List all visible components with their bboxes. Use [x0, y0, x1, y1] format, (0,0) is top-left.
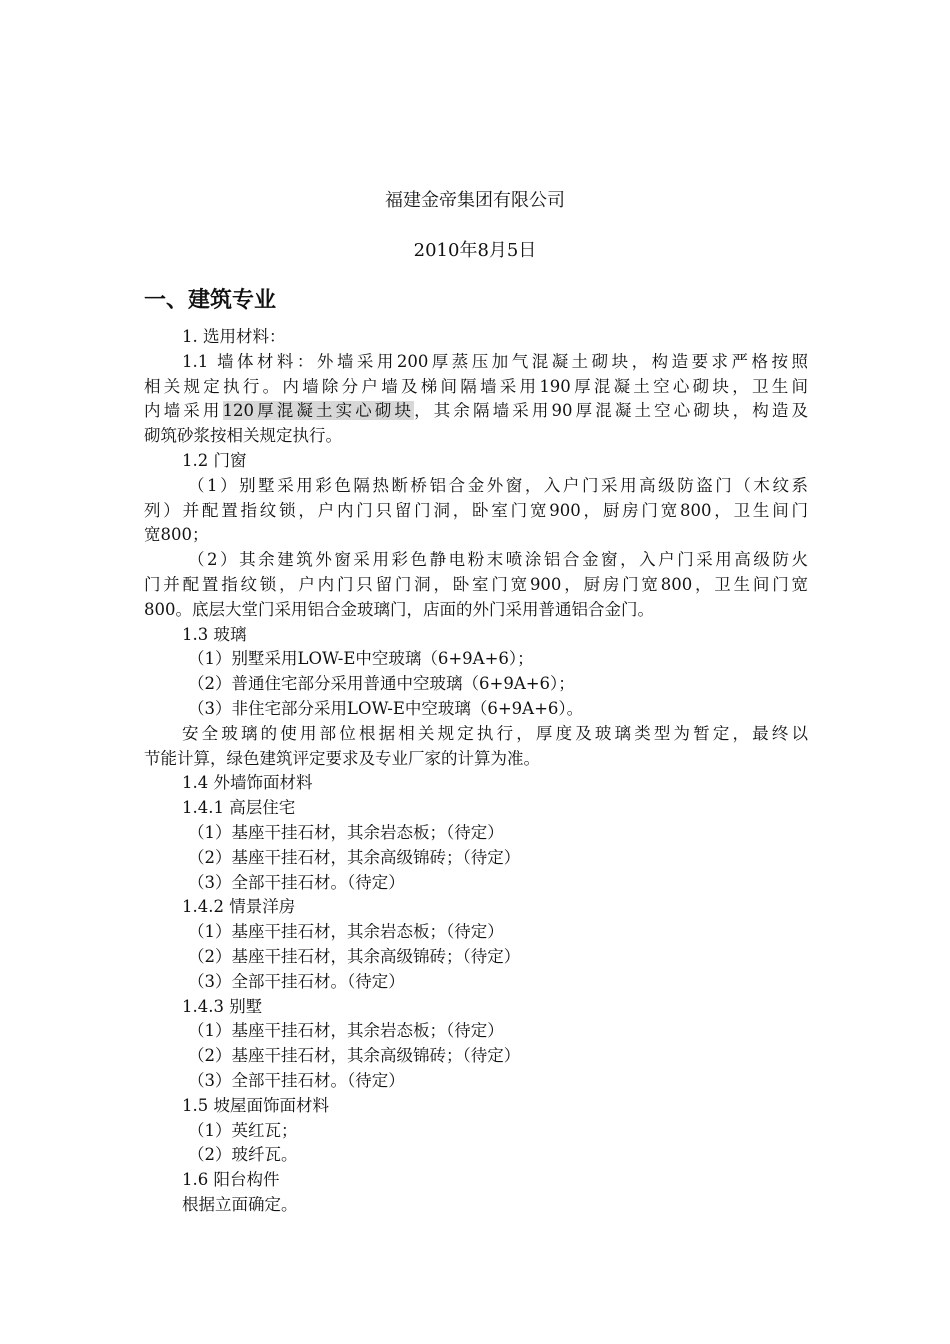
item-1-4-3-a: （1）基座干挂石材，其余岩态板；（待定）: [188, 1021, 504, 1041]
company-name: 福建金帝集团有限公司: [385, 190, 565, 211]
item-1-2-b-line: （2）其余建筑外窗采用彩色静电粉末喷涂铝合金窗，入户门采用高级防火: [188, 550, 808, 570]
item-1-4-3: 1.4.3 别墅: [182, 996, 263, 1016]
text-run: ，其余隔墙采用90厚混凝土空心砌块，构造及: [414, 401, 808, 421]
item-1-1-line: 相关规定执行。内墙除分户墙及梯间隔墙采用190厚混凝土空心砌块，卫生间: [144, 376, 808, 396]
item-1-4-1-b: （2）基座干挂石材，其余高级锦砖；（待定）: [188, 847, 521, 867]
item-1-3-c: （3）非住宅部分采用LOW-E中空玻璃（6+9A+6）。: [188, 698, 584, 718]
item-1-2-a-line: 宽800；: [144, 525, 209, 545]
item-1-3: 1.3 玻璃: [182, 624, 247, 644]
item-1: 1. 选用材料：: [182, 327, 286, 346]
item-1-2: 1.2 门窗: [182, 450, 247, 470]
item-1-4: 1.4 外墙饰面材料: [182, 773, 313, 793]
item-1-5: 1.5 坡屋面饰面材料: [182, 1095, 329, 1115]
glass-note-line: 安全玻璃的使用部位根据相关规定执行，厚度及玻璃类型为暂定，最终以: [182, 723, 808, 743]
highlighted-text: 120厚混凝土实心砌块: [222, 401, 415, 421]
glass-note-line: 节能计算，绿色建筑评定要求及专业厂家的计算为准。: [144, 748, 540, 768]
item-1-4-2-b: （2）基座干挂石材，其余高级锦砖；（待定）: [188, 946, 521, 966]
item-1-2-b-line: 800。底层大堂门采用铝合金玻璃门，店面的外门采用普通铝合金门。: [144, 599, 654, 619]
text-run: 内墙采用: [144, 401, 223, 421]
item-1-5-b: （2）玻纤瓦。: [188, 1145, 298, 1165]
item-1-2-a-line: 列）并配置指纹锁，户内门只留门洞，卧室门宽900，厨房门宽800，卫生间门: [144, 500, 808, 520]
item-1-4-1-a: （1）基座干挂石材，其余岩态板；（待定）: [188, 822, 504, 842]
document-date: 2010年8月5日: [413, 240, 537, 261]
item-1-4-2-a: （1）基座干挂石材，其余岩态板；（待定）: [188, 922, 504, 942]
item-1-4-2: 1.4.2 情景洋房: [182, 897, 296, 917]
item-1-4-2-c: （3）全部干挂石材。（待定）: [188, 971, 405, 991]
section-heading: 一、建筑专业: [144, 288, 277, 313]
item-1-3-a: （1）别墅采用LOW-E中空玻璃（6+9A+6）；: [188, 649, 534, 669]
item-1-2-b-line: 门并配置指纹锁，户内门只留门洞，卧室门宽900，厨房门宽800，卫生间门宽: [144, 574, 808, 594]
item-1-2-a-line: （1）别墅采用彩色隔热断桥铝合金外窗，入户门采用高级防盗门（木纹系: [188, 475, 808, 495]
item-1-1-line: 砌筑砂浆按相关规定执行。: [144, 426, 342, 446]
item-1-4-1: 1.4.1 高层住宅: [182, 798, 296, 818]
item-1-4-3-b: （2）基座干挂石材，其余高级锦砖；（待定）: [188, 1046, 521, 1066]
item-1-5-a: （1）英红瓦；: [188, 1120, 298, 1140]
document-body: [144, 325, 808, 1218]
item-1-6-text: 根据立面确定。: [182, 1194, 298, 1214]
item-1-6: 1.6 阳台构件: [182, 1170, 280, 1190]
item-1-4-1-c: （3）全部干挂石材。（待定）: [188, 872, 405, 892]
item-1-3-b: （2）普通住宅部分采用普通中空玻璃（6+9A+6）；: [188, 674, 575, 694]
item-1-1-line: [144, 399, 808, 424]
item-1-1-line: 1.1 墙体材料：外墙采用200厚蒸压加气混凝土砌块，构造要求严格按照: [182, 351, 808, 371]
item-1-4-3-c: （3）全部干挂石材。（待定）: [188, 1070, 405, 1090]
